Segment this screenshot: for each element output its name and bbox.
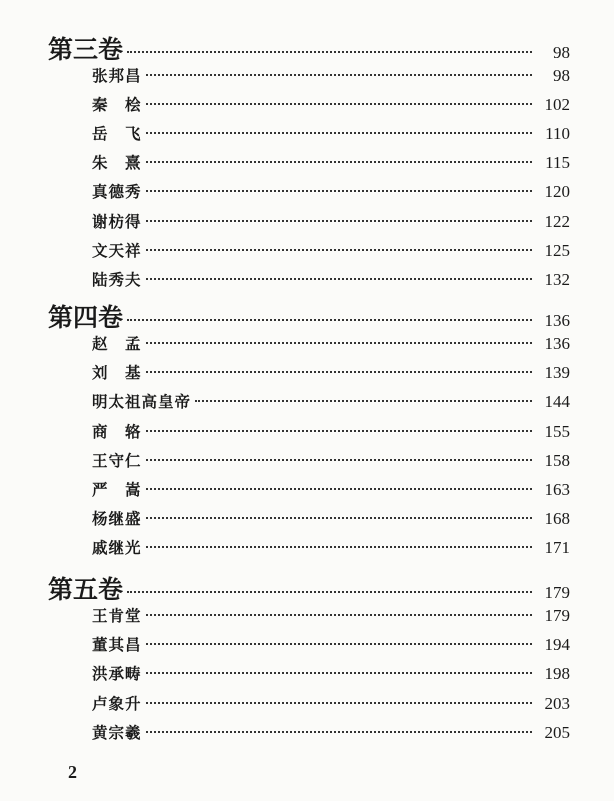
toc-entry-title: 明太祖高皇帝 — [92, 392, 192, 411]
toc-volume-title: 第三卷 — [48, 35, 124, 64]
dot-leader — [146, 672, 532, 674]
toc-entry-row — [92, 210, 570, 234]
toc-entry-row — [92, 721, 570, 745]
toc-entry-title: 陆秀夫 — [92, 270, 142, 289]
toc-page-ref: 158 — [544, 451, 570, 470]
toc-entry-row — [92, 633, 570, 657]
toc-entry-title: 杨继盛 — [92, 509, 142, 528]
toc-page-ref: 139 — [544, 363, 570, 382]
dot-leader — [146, 488, 532, 490]
dot-leader — [146, 731, 532, 733]
toc-entry-row — [92, 361, 570, 385]
dot-leader — [127, 51, 532, 53]
dot-leader — [146, 74, 532, 76]
toc-page-ref: 171 — [544, 538, 570, 557]
toc-entry-title: 黄宗羲 — [92, 723, 142, 742]
toc-entry-row — [92, 604, 570, 628]
toc-entry-row — [92, 332, 570, 356]
toc-page-ref: 163 — [544, 480, 570, 499]
toc-entry-title: 真德秀 — [92, 182, 142, 201]
dot-leader — [146, 132, 532, 134]
toc-volume-title: 第五卷 — [48, 575, 124, 604]
toc-entry-row — [92, 180, 570, 204]
toc-entry-title: 谢枋得 — [92, 212, 142, 231]
dot-leader — [146, 161, 532, 163]
dot-leader — [146, 342, 532, 344]
toc-entry-title: 秦 桧 — [92, 95, 142, 114]
toc-entry-title: 严 嵩 — [92, 480, 142, 499]
toc-entry-title: 刘 基 — [92, 363, 142, 382]
toc-page-ref: 136 — [544, 334, 570, 353]
toc-entry-title: 赵 孟 — [92, 334, 142, 353]
toc-volume-title: 第四卷 — [48, 303, 124, 332]
toc-page-ref: 102 — [544, 95, 570, 114]
toc-entry-row — [92, 478, 570, 502]
toc-entry-row — [92, 449, 570, 473]
dot-leader — [146, 643, 532, 645]
toc-page-ref: 98 — [553, 43, 570, 62]
toc-entry-row — [92, 239, 570, 263]
dot-leader — [146, 546, 532, 548]
toc-entry-title: 朱 熹 — [92, 153, 142, 172]
toc-volume-row — [48, 570, 570, 604]
toc-page-ref: 144 — [544, 392, 570, 411]
dot-leader — [146, 614, 532, 616]
toc-entry-title: 文天祥 — [92, 241, 142, 260]
dot-leader — [146, 103, 532, 105]
toc-entry-row — [92, 536, 570, 560]
toc-entry-row — [92, 390, 570, 414]
toc-entry-row — [92, 64, 570, 88]
dot-leader — [146, 517, 532, 519]
dot-leader — [127, 591, 532, 593]
toc-page-ref: 120 — [544, 182, 570, 201]
toc-entry-title: 商 辂 — [92, 422, 142, 441]
toc-page-ref: 122 — [544, 212, 570, 231]
dot-leader — [146, 249, 532, 251]
toc-entry-row — [92, 507, 570, 531]
toc-page-ref: 168 — [544, 509, 570, 528]
toc-entry-title: 张邦昌 — [92, 66, 142, 85]
dot-leader — [146, 220, 532, 222]
toc-page-ref: 203 — [544, 694, 570, 713]
toc-page-ref: 205 — [544, 723, 570, 742]
toc-entry-title: 洪承畴 — [92, 664, 142, 683]
toc-entry-title: 岳 飞 — [92, 124, 142, 143]
dot-leader — [146, 702, 532, 704]
toc-page-ref: 194 — [544, 635, 570, 654]
toc-entry-title: 卢象升 — [92, 694, 142, 713]
dot-leader — [146, 430, 532, 432]
dot-leader — [146, 459, 532, 461]
dot-leader — [195, 400, 532, 402]
toc-page-ref: 136 — [544, 311, 570, 330]
toc-entry-title: 董其昌 — [92, 635, 142, 654]
toc-entry-row — [92, 122, 570, 146]
toc-volume-row — [48, 298, 570, 332]
toc-entry-row — [92, 692, 570, 716]
toc-entry-title: 王肯堂 — [92, 606, 142, 625]
toc-entry-row — [92, 268, 570, 292]
toc-page-ref: 198 — [544, 664, 570, 683]
toc-entry-title: 戚继光 — [92, 538, 142, 557]
toc-entry-title: 王守仁 — [92, 451, 142, 470]
toc-page-ref: 132 — [544, 270, 570, 289]
toc-page-ref: 110 — [545, 124, 570, 143]
dot-leader — [146, 371, 532, 373]
toc-volume-row — [48, 30, 570, 64]
toc-page-ref: 155 — [544, 422, 570, 441]
dot-leader — [127, 319, 532, 321]
toc-entry-row — [92, 420, 570, 444]
page-number: 2 — [68, 762, 77, 782]
dot-leader — [146, 190, 532, 192]
toc-entry-row — [92, 662, 570, 686]
toc-entry-row — [92, 93, 570, 117]
toc-entry-row — [92, 151, 570, 175]
toc-page-ref: 125 — [544, 241, 570, 260]
toc-page-ref: 115 — [545, 153, 570, 172]
toc-page-ref: 179 — [544, 583, 570, 602]
toc-page-ref: 98 — [553, 66, 570, 85]
toc-page-ref: 179 — [544, 606, 570, 625]
dot-leader — [146, 278, 532, 280]
